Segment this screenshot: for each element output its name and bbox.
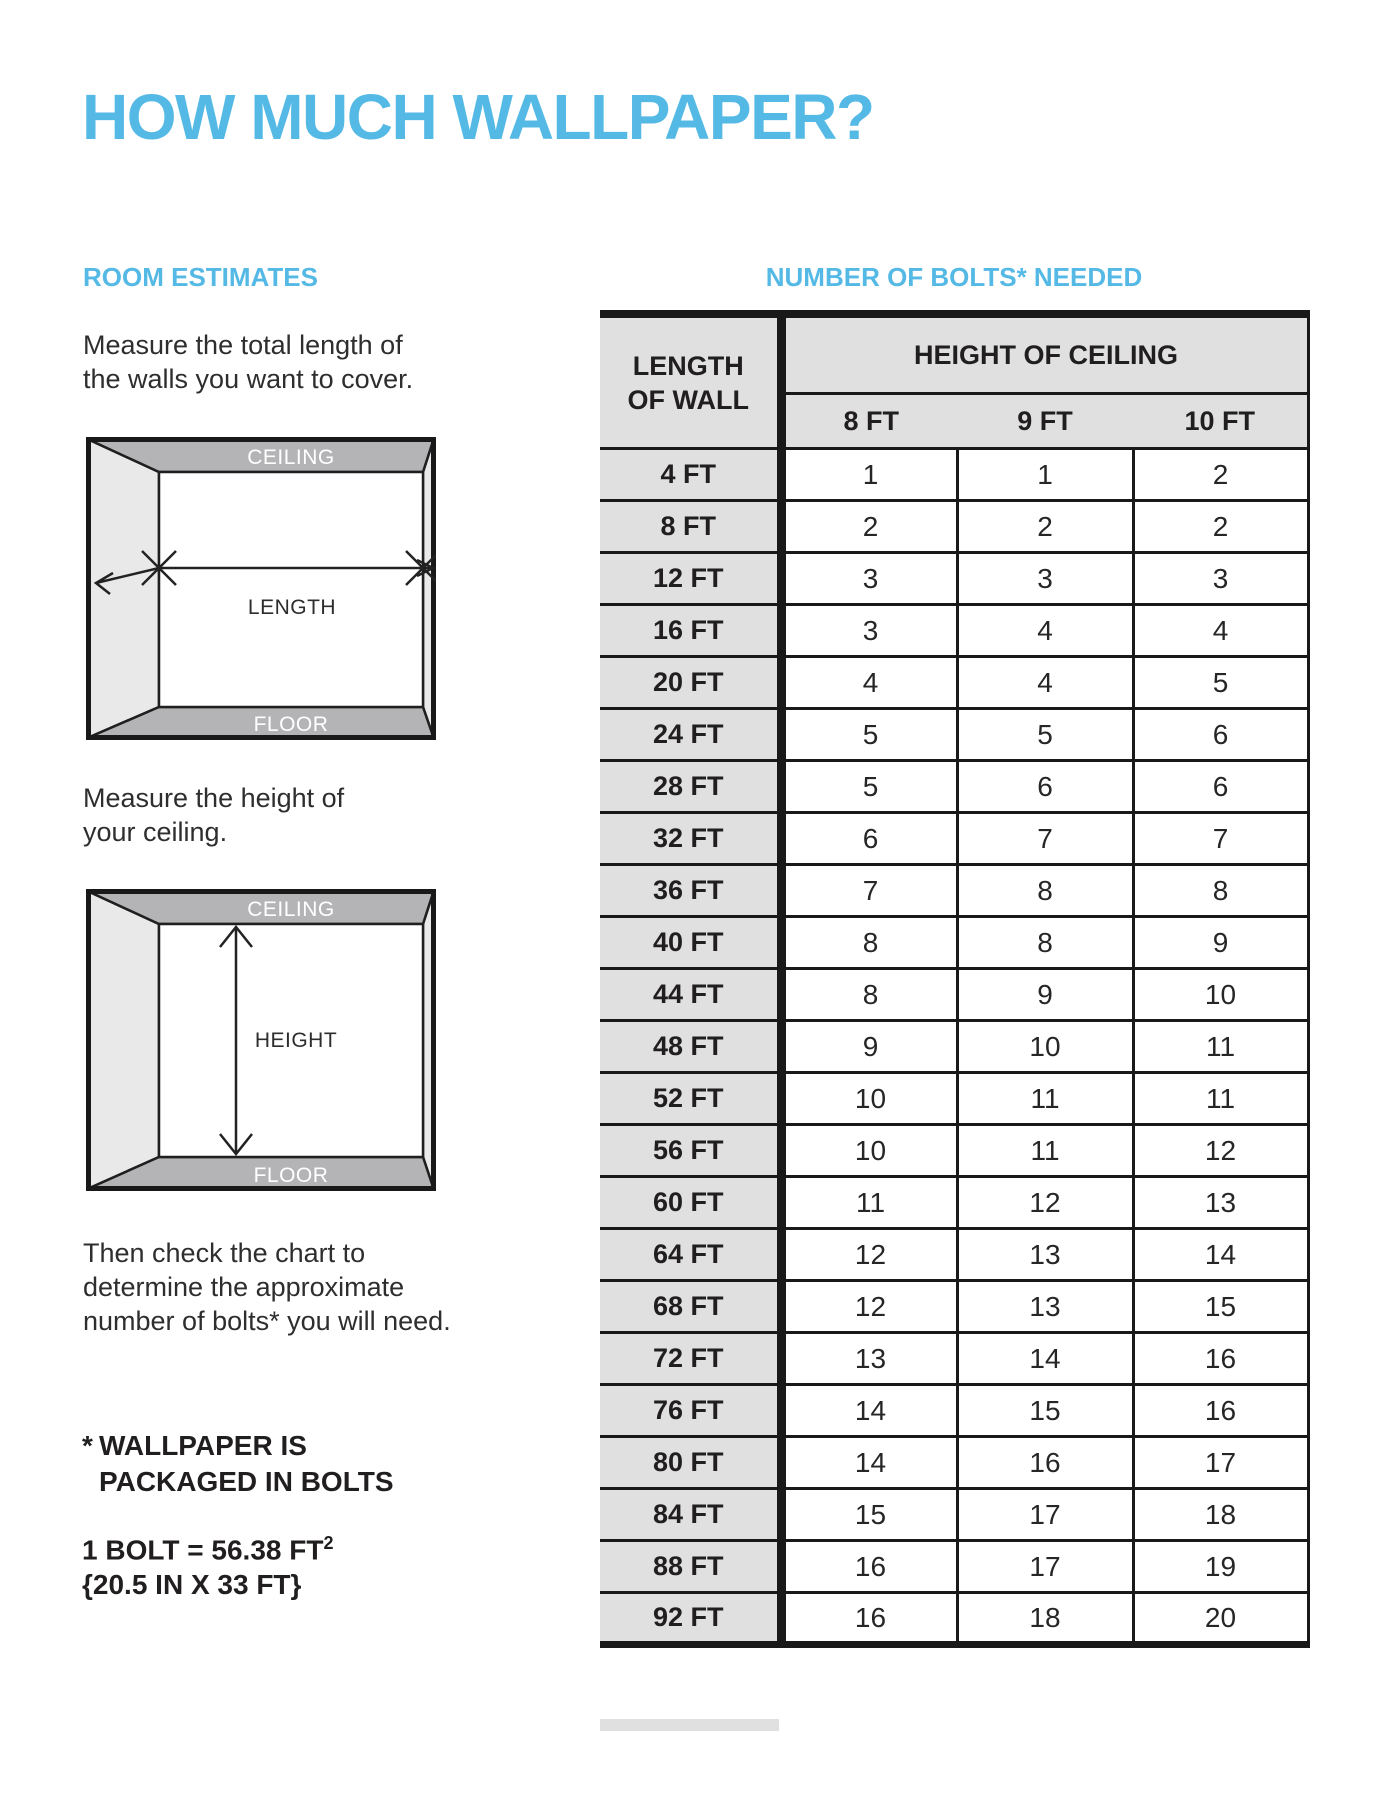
- bolt-count-cell: 3: [781, 553, 957, 605]
- squared-superscript: 2: [323, 1533, 334, 1553]
- bolt-count-cell: 16: [1133, 1333, 1308, 1385]
- bolt-count-cell: 15: [1133, 1281, 1308, 1333]
- bolt-count-cell: 17: [1133, 1437, 1308, 1489]
- bolt-count-cell: 2: [1133, 449, 1308, 501]
- bolt-count-cell: 14: [781, 1437, 957, 1489]
- bolt-count-cell: 8: [957, 917, 1133, 969]
- bolt-count-cell: 2: [781, 501, 957, 553]
- bolts-table-body: [600, 449, 1308, 1645]
- bolt-count-cell: 11: [957, 1125, 1133, 1177]
- bolt-count-cell: 1: [781, 449, 957, 501]
- paragraph-line: Measure the total length of: [83, 330, 403, 360]
- table-row: [600, 1593, 1308, 1645]
- bolt-count-cell: 15: [781, 1489, 957, 1541]
- bolt-count-cell: 7: [781, 865, 957, 917]
- table-row: [600, 1541, 1308, 1593]
- wall-length-cell: 92 FT: [600, 1593, 781, 1645]
- bolt-count-cell: 5: [781, 761, 957, 813]
- wall-length-cell: 44 FT: [600, 969, 781, 1021]
- height-label: HEIGHT: [254, 1029, 338, 1052]
- table-row: [600, 501, 1308, 553]
- wall-length-cell: 8 FT: [600, 501, 781, 553]
- room-length-diagram: [86, 437, 436, 740]
- room-estimates-heading: ROOM ESTIMATES: [83, 262, 318, 292]
- wall-length-cell: 60 FT: [600, 1177, 781, 1229]
- wall-length-cell: 88 FT: [600, 1541, 781, 1593]
- bolt-count-cell: 6: [1133, 709, 1308, 761]
- back-wall: [159, 472, 423, 707]
- bolt-count-cell: 17: [957, 1541, 1133, 1593]
- bolt-count-cell: 6: [1133, 761, 1308, 813]
- table-row: [600, 1489, 1308, 1541]
- bolt-count-cell: 9: [1133, 917, 1308, 969]
- table-row: [600, 1177, 1308, 1229]
- bolt-count-cell: 1: [957, 449, 1133, 501]
- wall-length-cell: 64 FT: [600, 1229, 781, 1281]
- paragraph-line: Then check the chart to: [83, 1238, 366, 1268]
- bolt-count-cell: 16: [781, 1541, 957, 1593]
- corner-header-line: LENGTH: [632, 350, 744, 381]
- wall-length-cell: 40 FT: [600, 917, 781, 969]
- bolt-count-cell: 12: [781, 1281, 957, 1333]
- bolt-count-cell: 2: [1133, 501, 1308, 553]
- table-row: [600, 865, 1308, 917]
- bolt-count-cell: 11: [781, 1177, 957, 1229]
- bolt-count-cell: 13: [781, 1333, 957, 1385]
- bolt-count-cell: 12: [1133, 1125, 1308, 1177]
- bolt-count-cell: 4: [1133, 605, 1308, 657]
- paragraph-line: the walls you want to cover.: [83, 364, 414, 394]
- bolt-count-cell: 9: [957, 969, 1133, 1021]
- bolt-count-cell: 12: [781, 1229, 957, 1281]
- room-length-illustration: [86, 437, 436, 740]
- bolt-count-cell: 10: [781, 1073, 957, 1125]
- bolt-count-cell: 8: [781, 917, 957, 969]
- wall-length-cell: 48 FT: [600, 1021, 781, 1073]
- bolt-count-cell: 2: [957, 501, 1133, 553]
- bolt-count-cell: 20: [1133, 1593, 1308, 1645]
- bolt-dimensions: {20.5 IN X 33 FT}: [82, 1569, 302, 1601]
- wall-length-cell: 4 FT: [600, 449, 781, 501]
- table-row: [600, 761, 1308, 813]
- bolt-count-cell: 3: [1133, 553, 1308, 605]
- table-row: [600, 553, 1308, 605]
- bolt-count-cell: 7: [957, 813, 1133, 865]
- height-of-ceiling-header: HEIGHT OF CEILING: [781, 314, 1308, 394]
- bolt-count-cell: 17: [957, 1489, 1133, 1541]
- left-wall: [89, 892, 160, 1189]
- ceiling-height-column-header: 10 FT: [1133, 394, 1308, 449]
- page-title: HOW MUCH WALLPAPER?: [82, 81, 874, 153]
- bolt-count-cell: 14: [957, 1333, 1133, 1385]
- bolt-count-cell: 6: [781, 813, 957, 865]
- table-row: [600, 1125, 1308, 1177]
- table-row: [600, 917, 1308, 969]
- wall-length-cell: 68 FT: [600, 1281, 781, 1333]
- bolt-count-cell: 4: [781, 657, 957, 709]
- table-row: [600, 709, 1308, 761]
- table-row: [600, 657, 1308, 709]
- table-header-row: [600, 314, 1308, 394]
- ceiling-height-column-header: 8 FT: [781, 394, 957, 449]
- bolt-count-cell: 7: [1133, 813, 1308, 865]
- bolt-count-cell: 12: [957, 1177, 1133, 1229]
- wall-length-cell: 76 FT: [600, 1385, 781, 1437]
- length-of-wall-header: [600, 314, 781, 449]
- wall-length-cell: 36 FT: [600, 865, 781, 917]
- room-height-illustration: [86, 889, 436, 1191]
- table-row: [600, 449, 1308, 501]
- table-row: [600, 1073, 1308, 1125]
- wall-length-cell: 28 FT: [600, 761, 781, 813]
- bolts-needed-heading: NUMBER OF BOLTS* NEEDED: [765, 262, 1143, 292]
- bolt-equation: 1 BOLT = 56.38 $FT^2$: [82, 1533, 334, 1566]
- bolt-count-cell: 13: [957, 1281, 1133, 1333]
- length-label: LENGTH: [247, 596, 337, 619]
- table-row: [600, 605, 1308, 657]
- bolt-count-cell: 10: [781, 1125, 957, 1177]
- bolt-count-cell: 19: [1133, 1541, 1308, 1593]
- bolt-count-cell: 18: [957, 1593, 1133, 1645]
- paragraph-line: your ceiling.: [83, 817, 228, 847]
- bolt-count-cell: 5: [1133, 657, 1308, 709]
- bolt-count-cell: 10: [1133, 969, 1308, 1021]
- wall-length-cell: 80 FT: [600, 1437, 781, 1489]
- wall-length-cell: 12 FT: [600, 553, 781, 605]
- paragraph-line: number of bolts* you will need.: [83, 1306, 451, 1336]
- bolt-count-cell: 3: [957, 553, 1133, 605]
- check-chart-paragraph: [83, 1236, 451, 1338]
- bolt-count-cell: 4: [957, 605, 1133, 657]
- wall-length-cell: 24 FT: [600, 709, 781, 761]
- wall-length-cell: 16 FT: [600, 605, 781, 657]
- paragraph-line: Measure the height of: [83, 783, 345, 813]
- bolt-count-cell: 13: [957, 1229, 1133, 1281]
- wall-length-cell: 52 FT: [600, 1073, 781, 1125]
- measure-height-paragraph: [83, 781, 344, 849]
- bolt-count-cell: 5: [957, 709, 1133, 761]
- bolt-count-cell: 4: [957, 657, 1133, 709]
- bolts-needed-table: [600, 310, 1310, 1648]
- room-height-diagram: [86, 889, 436, 1191]
- measure-length-paragraph: [83, 328, 413, 396]
- bolt-count-cell: 18: [1133, 1489, 1308, 1541]
- ceiling-height-column-header: 9 FT: [957, 394, 1133, 449]
- bolt-count-cell: 16: [781, 1593, 957, 1645]
- table-row: [600, 1021, 1308, 1073]
- bolt-count-cell: 6: [957, 761, 1133, 813]
- bolt-count-cell: 16: [1133, 1385, 1308, 1437]
- bolt-count-cell: 14: [1133, 1229, 1308, 1281]
- bolt-count-cell: 8: [781, 969, 957, 1021]
- bolt-count-cell: 10: [957, 1021, 1133, 1073]
- paragraph-line: determine the approximate: [83, 1272, 405, 1302]
- bolt-count-cell: 11: [1133, 1021, 1308, 1073]
- bolt-count-cell: 8: [1133, 865, 1308, 917]
- bolt-size-info: [82, 1526, 333, 1602]
- bolt-count-cell: 16: [957, 1437, 1133, 1489]
- bolt-count-cell: 11: [1133, 1073, 1308, 1125]
- table-row: [600, 969, 1308, 1021]
- table-footer-strip: [600, 1719, 779, 1731]
- footnote-asterisk: *: [82, 1430, 93, 1461]
- footnote-line: WALLPAPER IS: [99, 1430, 307, 1461]
- floor-label: FLOOR: [253, 713, 329, 736]
- bolt-count-cell: 5: [781, 709, 957, 761]
- table-row: [600, 1281, 1308, 1333]
- bolt-count-cell: 15: [957, 1385, 1133, 1437]
- wallpaper-footnote: [82, 1428, 394, 1500]
- bolt-count-cell: 8: [957, 865, 1133, 917]
- ceiling-label: CEILING: [247, 446, 335, 469]
- footnote-indent: [82, 1464, 99, 1500]
- floor-label: FLOOR: [253, 1164, 329, 1187]
- table-row: [600, 1385, 1308, 1437]
- footnote-line: PACKAGED IN BOLTS: [99, 1466, 394, 1497]
- wall-length-cell: 20 FT: [600, 657, 781, 709]
- bolt-count-cell: 11: [957, 1073, 1133, 1125]
- table-row: [600, 1229, 1308, 1281]
- table-row: [600, 813, 1308, 865]
- table-row: [600, 1437, 1308, 1489]
- bolt-count-cell: 9: [781, 1021, 957, 1073]
- bolt-count-cell: 3: [781, 605, 957, 657]
- wall-length-cell: 32 FT: [600, 813, 781, 865]
- ceiling-label: CEILING: [247, 898, 335, 921]
- wall-length-cell: 72 FT: [600, 1333, 781, 1385]
- wall-length-cell: 84 FT: [600, 1489, 781, 1541]
- bolt-count-cell: 14: [781, 1385, 957, 1437]
- wall-length-cell: 56 FT: [600, 1125, 781, 1177]
- corner-header-line: OF WALL: [627, 384, 749, 415]
- table-row: [600, 1333, 1308, 1385]
- left-wall: [89, 440, 160, 738]
- bolt-count-cell: 13: [1133, 1177, 1308, 1229]
